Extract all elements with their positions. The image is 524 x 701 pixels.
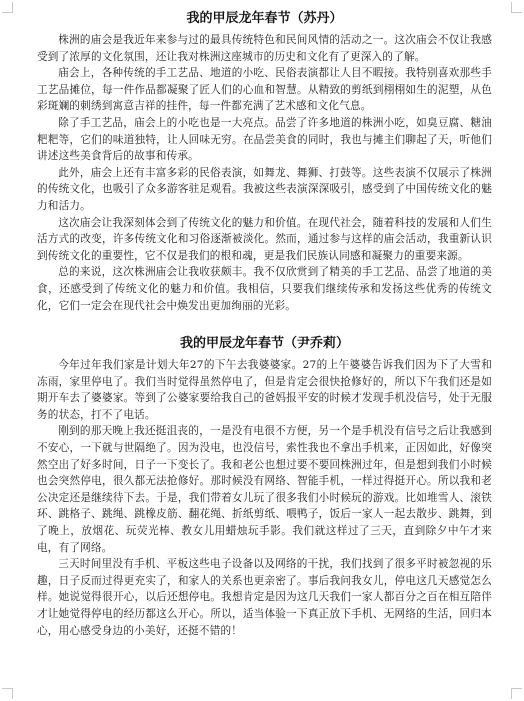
- page-corner-mark: [2, 2, 13, 13]
- page-corner-mark: [2, 688, 13, 699]
- article-paragraph: 这次庙会让我深刻体会到了传统文化的魅力和价值。在现代社会，随着科技的发展和人们生活方式的改变，许多传统文化和习俗逐渐被淡化。然而，通过参与这样的庙会活动，我重新认识到传统文化的重要性，它不仅是我们的根和魂，更是我们民族认同感和凝聚力的重要来源。: [37, 216, 492, 262]
- article-paragraph: 今年过年我们家是计划大年27的下午去我婆婆家。27的上午婆婆告诉我们因为下了大雪和冻雨，家里停电了。我们当时觉得虽然停电了，但是肯定会很快抢修好的，所以下午我们还是如期开车去了婆婆家。等到了公婆家要给我自己的爸妈报平安的时候才发现手机没信号，处于无服务的状态，打不了电话。: [37, 359, 492, 421]
- article-paragraph: 除了手工艺品，庙会上的小吃也是一大亮点。品尝了许多地道的株洲小吃，如臭豆腐、糖油粑粑等，它们的味道独特，让人回味无穷。在品尝美食的同时，我也与摊主们聊起了天，听他们讲述这些美食背后的故事和传承。: [37, 116, 492, 163]
- article-paragraph: 刚到的那天晚上我还挺沮丧的，一是没有电很不方便，另一个是手机没有信号之后让我感到不安心，一下就与世隔绝了。因为没电，也没信号，索性我也不拿出手机来，正因如此，好像突然空出了好多时间，日子一下变长了。我和老公也想过要不要回株洲过年，但是想到我们小时候也会突然停电，很久都无法抢修好。那时候没有网络、智能手机，一样过得挺开心。所以我和老公决定还是继续待下去。于是，我们带着女儿玩了很多我们小时候玩的游戏。比如堆雪人、滚铁环、跳格子、跳绳、跳橡皮筋、翻花绳、折纸剪纸、喂鸭子，饭后一家人一起去散步、跳舞，到了晚上，放烟花、玩荧光棒、教女儿用蜡烛玩手影。我们就这样过了三天，直到除夕中午才来电，有了网络。: [37, 425, 492, 554]
- page-corner-mark: [511, 2, 522, 13]
- page-corner-mark: [511, 688, 522, 699]
- article-title: 我的甲辰龙年春节（苏丹）: [186, 11, 343, 26]
- article-paragraph: 株洲的庙会是我近年来参与过的最具传统特色和民间风情的活动之一。这次庙会不仅让我感受到了浓厚的文化氛围，还让我对株洲这座城市的历史和文化有了更深入的了解。: [37, 34, 492, 63]
- article-yinqiaoli: [37, 335, 492, 639]
- article-title: 我的甲辰龙年春节（尹乔莉）: [179, 336, 349, 351]
- article-paragraph: 三天时间里没有手机、平板这些电子设备以及网络的干扰，我们找到了很多平时被忽视的乐趣，日子反而过得更充实了，和家人的关系也更亲密了。事后我问我女儿，停电这几天感觉怎么样。她说觉得很开心，以后还想停电。我想肯定是因为这几天我们一家人都百分之百在相互陪伴才让她觉得停电的经历都这么开心。所以，适当体验一下真正放下手机、无网络的生活，回归本心，用心感受身边的小美好，还挺不错的！: [37, 558, 492, 637]
- article-paragraph: 此外，庙会上还有丰富多彩的民俗表演，如舞龙、舞狮、打鼓等。这些表演不仅展示了株洲的传统文化，也吸引了众多游客驻足观看。我被这些表演深深吸引，感受到了中国传统文化的魅力和活力。: [37, 166, 492, 212]
- article-sudan: [37, 10, 492, 314]
- article-paragraph: 庙会上，各种传统的手工艺品、地道的小吃、民俗表演都让人目不暇接。我特别喜欢那些手工艺品摊位，每一件作品都凝聚了匠人们的心血和智慧。从精致的剪纸到栩栩如生的泥塑，从色彩斑斓的刺绣到寓意吉祥的挂件，每一件都充满了艺术感和文化气息。: [37, 67, 492, 113]
- article-paragraph: 总的来说，这次株洲庙会让我收获颇丰。我不仅欣赏到了精美的手工艺品、品尝了地道的美食，还感受到了传统文化的魅力和价值。我相信，只要我们继续传承和发扬这些优秀的传统文化，它们一定会在现代社会中焕发出更加绚丽的光彩。: [37, 266, 492, 312]
